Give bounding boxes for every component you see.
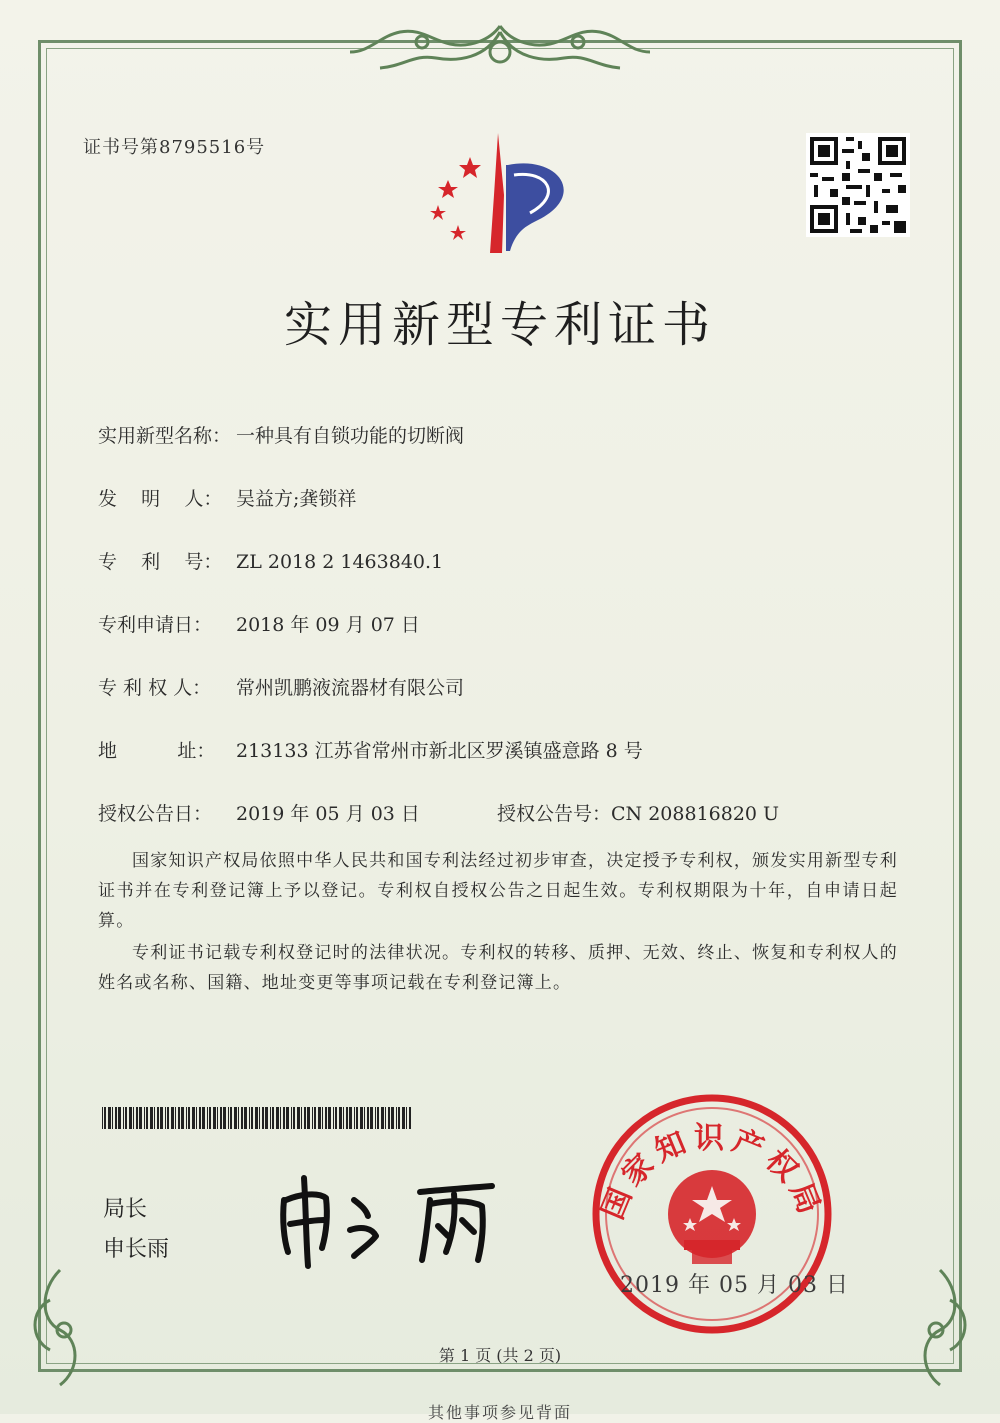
corner-ornament-icon: [20, 1260, 100, 1390]
certificate-number: 证书号第8795516号: [83, 137, 266, 158]
top-ornament-icon: [340, 18, 660, 80]
field-announcement-number: 授权公告号：CN 208816820 U: [497, 803, 780, 825]
field-address: 地 址： 213133 江苏省常州市新北区罗溪镇盛意路 8 号: [98, 740, 643, 762]
field-application-date: 专利申请日： 2018 年 09 月 07 日: [98, 614, 420, 636]
page-number: 第 1 页 (共 2 页): [438, 1346, 562, 1365]
corner-ornament-icon: [900, 1260, 980, 1390]
official-seal-icon: [588, 1090, 836, 1338]
field-patent-number: 专 利 号： ZL 2018 2 1463840.1: [98, 551, 444, 573]
field-utility-model-name: 实用新型名称： 一种具有自锁功能的切断阀: [98, 425, 465, 447]
signature-icon: [270, 1170, 510, 1270]
svg-text:国家知识产权局: 国家知识产权局: [595, 1121, 829, 1225]
patent-office-emblem-icon: [418, 125, 578, 255]
qr-code-icon: [806, 133, 910, 237]
barcode-icon: [102, 1107, 412, 1129]
certificate-title: 实用新型专利证书: [283, 297, 716, 353]
director-name: 申长雨: [103, 1237, 170, 1262]
field-grant-date: 授权公告日： 2019 年 05 月 03 日: [98, 803, 420, 825]
footer-note: 其他事项参见背面: [427, 1403, 572, 1422]
field-patentee: 专 利 权 人： 常州凯鹏液流器材有限公司: [98, 677, 465, 699]
statement-paragraph: 国家知识产权局依照中华人民共和国专利法经过初步审查，决定授予专利权，颁发实用新型专利证书并在专利登记簿上予以登记。专利权自授权公告之日起生效。专利权期限为十年，自申请日起算。: [98, 851, 898, 931]
field-inventor: 发 明 人： 吴益方;龚锁祥: [98, 488, 357, 510]
director-title: 局长: [103, 1197, 148, 1222]
statement-paragraph: 专利证书记载专利权登记时的法律状况。专利权的转移、质押、无效、终止、恢复和专利权人的姓名或名称、国籍、地址变更等事项记载在专利登记簿上。: [98, 943, 898, 993]
seal-date: 2019 年 05 月 03 日: [620, 1273, 849, 1298]
